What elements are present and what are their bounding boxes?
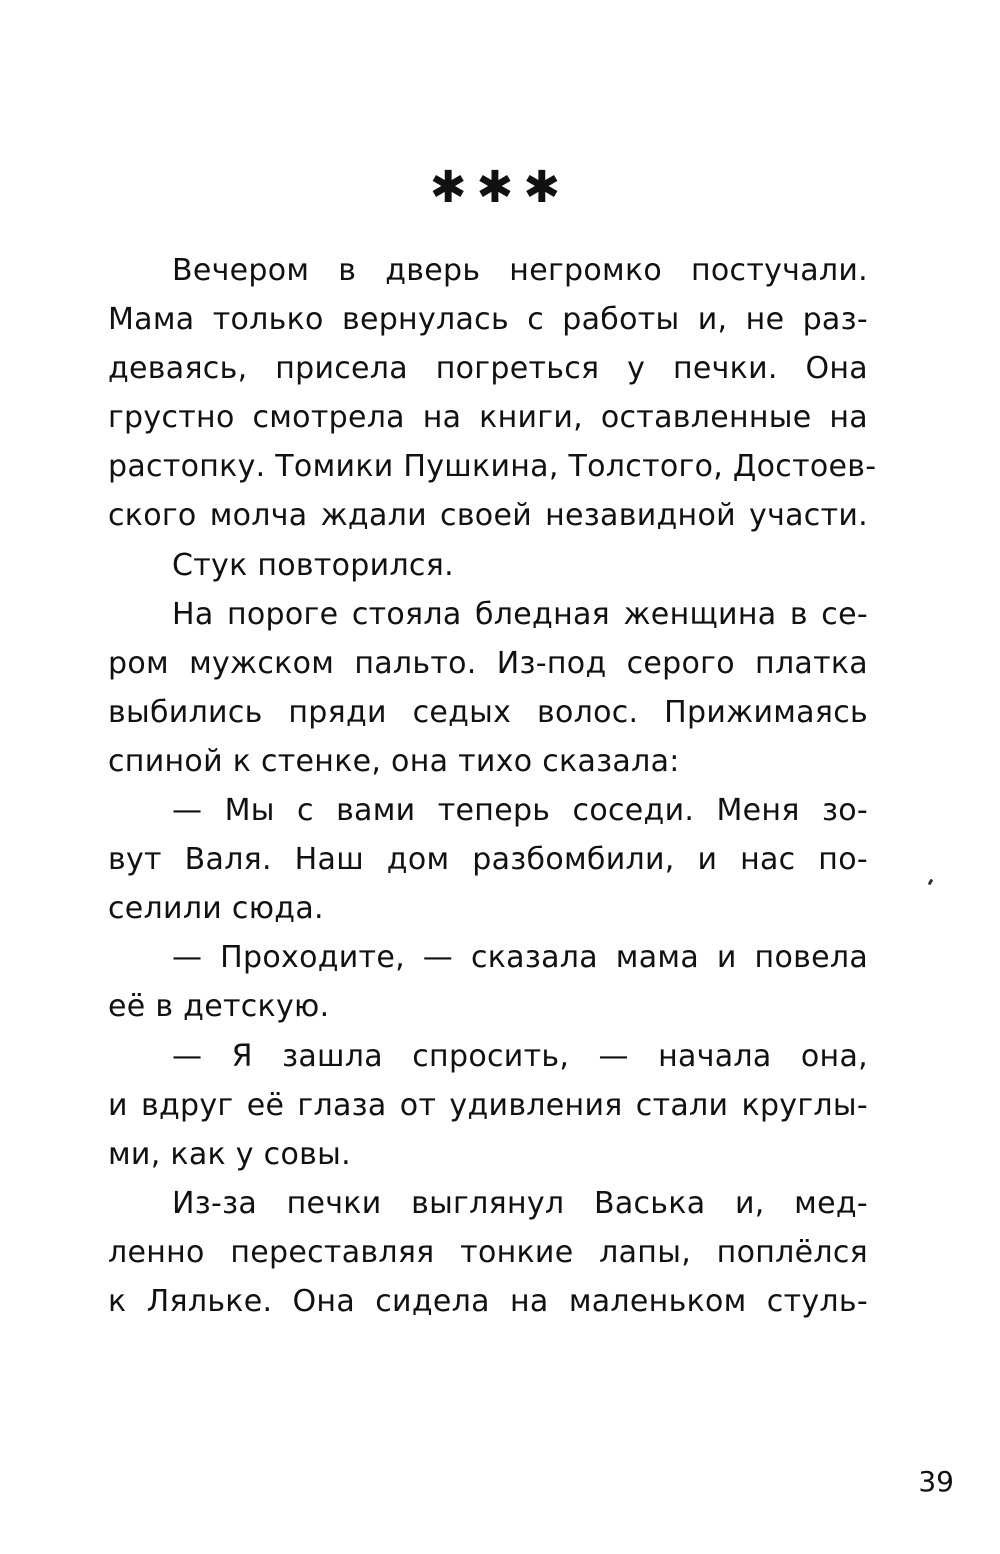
text-line: — Мы с вами теперь соседи. Меня зо-: [172, 793, 868, 829]
text-line: ленно переставляя тонкие лапы, поплёлся: [108, 1234, 868, 1270]
page-number: 39: [918, 1465, 954, 1498]
text-line: вут Валя. Наш дом разбомбили, и нас по-: [108, 842, 868, 878]
section-ornament: ✱✱✱: [429, 162, 571, 213]
text-line: Из-за печки выглянул Васька и, мед-: [172, 1185, 868, 1221]
text-line: её в детскую.: [108, 989, 330, 1025]
text-line: растопку. Томики Пушкина, Толстого, Достоев-: [108, 449, 877, 485]
text-line: к Ляльке. Она сидела на маленьком стуль-: [108, 1283, 868, 1319]
text-line: ром мужском пальто. Из-под серого платка: [108, 645, 868, 681]
scan-speck: [928, 879, 934, 886]
body-text: [108, 246, 877, 1326]
text-line: Вечером в дверь негромко постучали.: [172, 253, 868, 288]
text-line: — Проходите, — сказала мама и повела: [172, 940, 868, 976]
text-line: — Я зашла спросить, — начала она,: [172, 1038, 868, 1074]
text-line: спиной к стенке, она тихо сказала:: [108, 743, 680, 779]
text-line: деваясь, присела погреться у печки. Она: [108, 351, 868, 387]
text-line: Стук повторился.: [172, 547, 454, 583]
text-line: грустно смотрела на книги, оставленные на: [108, 400, 868, 436]
text-line: выбились пряди седых волос. Прижимаясь: [108, 694, 868, 730]
text-line: ми, как у совы.: [108, 1136, 351, 1172]
text-line: и вдруг её глаза от удивления стали круглы-: [108, 1087, 868, 1123]
text-line: селили сюда.: [108, 891, 324, 927]
text-line: На пороге стояла бледная женщина в се-: [172, 596, 868, 632]
text-line: Мама только вернулась с работы и, не раз-: [108, 302, 868, 338]
text-line: ского молча ждали своей незавидной участи.: [108, 498, 868, 534]
